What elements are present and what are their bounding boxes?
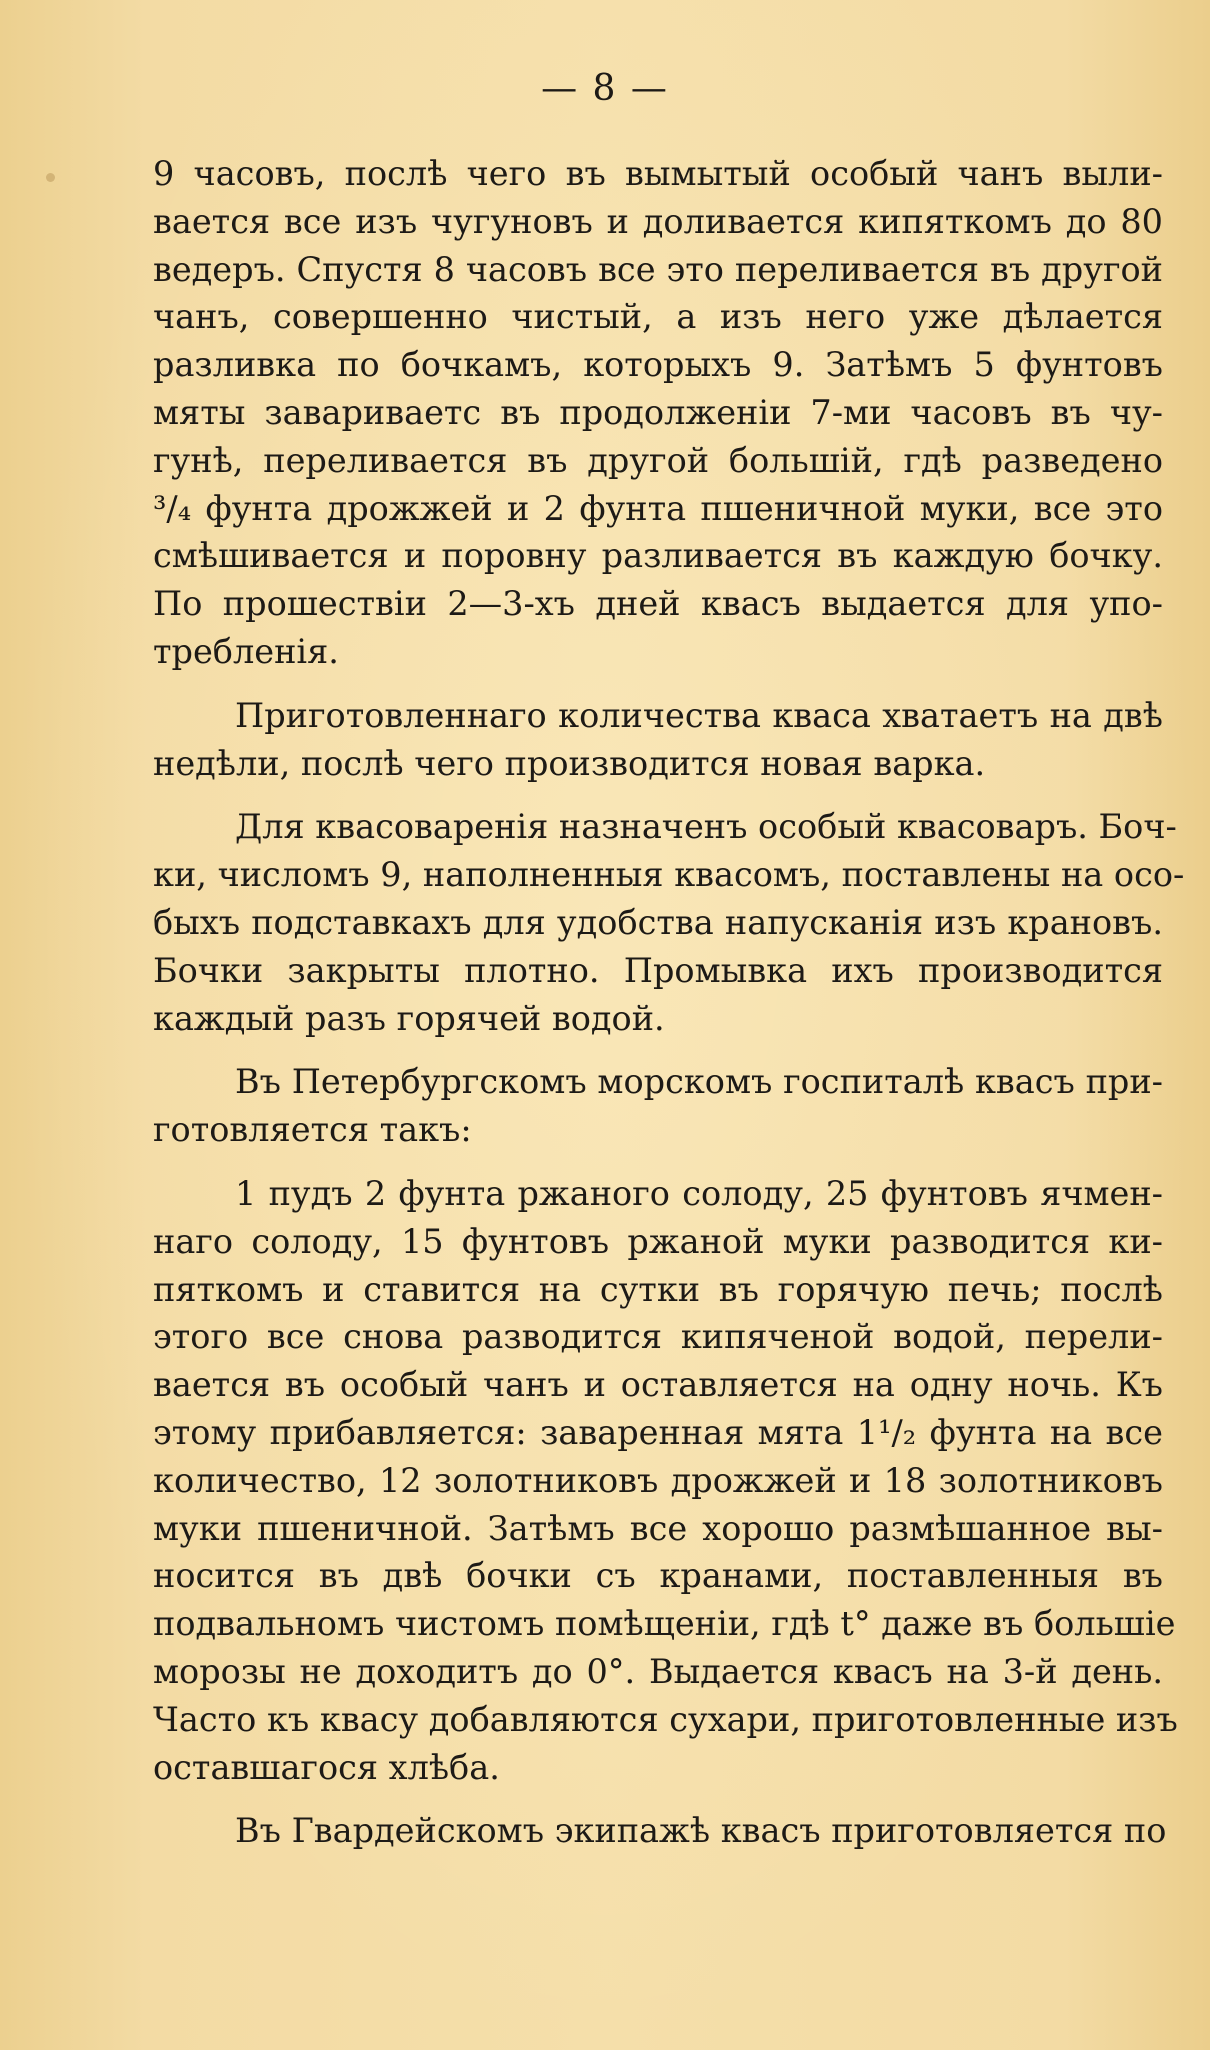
body-text	[153, 150, 1185, 1855]
text-line: быхъ подставкахъ для удобства напусканія изъ крановъ.	[153, 902, 1163, 942]
text-line: чанъ, совершенно чистый, а изъ него уже дѣлается	[153, 297, 1163, 337]
paragraph-gap	[153, 1042, 1163, 1058]
paragraph-gap	[153, 676, 1163, 692]
paragraph	[153, 803, 1185, 1042]
text-line: недѣли, послѣ чего производится новая варка.	[153, 743, 986, 783]
text-line: Въ Петербургскомъ морскомъ госпиталѣ квасъ при-	[235, 1062, 1163, 1102]
paragraph	[153, 1058, 1163, 1154]
text-line: Бочки закрыты плотно. Промывка ихъ производится	[153, 950, 1163, 990]
paragraph	[153, 150, 1163, 676]
text-line: подвальномъ чистомъ помѣщеніи, гдѣ t° даже въ большіе	[153, 1604, 1176, 1644]
text-line: По прошествіи 2—3-хъ дней квасъ выдается для упо-	[153, 584, 1163, 624]
text-line: наго солоду, 15 фунтовъ ржаной муки разводится ки-	[153, 1221, 1163, 1261]
text-line: мяты завариваетс въ продолженіи 7-ми часовъ въ чу-	[153, 392, 1163, 432]
text-line: этого все снова разводится кипяченой водой, перели-	[153, 1317, 1163, 1357]
text-line: Приготовленнаго количества кваса хватаетъ на двѣ	[235, 695, 1163, 735]
text-line: Часто къ квасу добавляются сухари, приготовленные изъ	[153, 1699, 1178, 1739]
text-line: вается въ особый чанъ и оставляется на одну ночь. Къ	[153, 1365, 1163, 1405]
text-line: этому прибавляется: заваренная мята 1¹/₂ фунта на все	[153, 1412, 1163, 1452]
text-line: разливка по бочкамъ, которыхъ 9. Затѣмъ 5 фунтовъ	[153, 345, 1163, 385]
page-number: — 8 —	[541, 68, 669, 109]
paragraph	[153, 1170, 1178, 1791]
text-line: требленія.	[153, 631, 339, 671]
text-line: 1 пудъ 2 фунта ржаного солоду, 25 фунтовъ ячмен-	[235, 1173, 1163, 1213]
text-line: носится въ двѣ бочки съ кранами, поставленныя въ	[153, 1556, 1163, 1596]
text-line: готовляется такъ:	[153, 1110, 472, 1150]
text-line: морозы не доходитъ до 0°. Выдается квасъ на 3-й день.	[153, 1651, 1163, 1691]
text-line: муки пшеничной. Затѣмъ все хорошо размѣшанное вы-	[153, 1508, 1163, 1548]
paragraph	[153, 1807, 1167, 1855]
text-line: ³/₄ фунта дрожжей и 2 фунта пшеничной муки, все это	[153, 488, 1163, 528]
text-line: 9 часовъ, послѣ чего въ вымытый особый чанъ выли-	[153, 154, 1163, 193]
text-line: оставшагося хлѣба.	[153, 1747, 500, 1787]
text-line: каждый разъ горячей водой.	[153, 998, 665, 1038]
paragraph-gap	[153, 1791, 1163, 1807]
text-line: ки, числомъ 9, наполненныя квасомъ, поставлены на осо-	[153, 855, 1185, 895]
paper-stain	[46, 173, 55, 182]
paragraph-gap	[153, 787, 1163, 803]
text-line: пяткомъ и ставится на сутки въ горячую печь; послѣ	[153, 1269, 1163, 1309]
text-line: смѣшивается и поровну разливается въ каждую бочку.	[153, 536, 1163, 576]
text-line: гунѣ, переливается въ другой большій, гдѣ разведено	[153, 440, 1163, 480]
text-line: количество, 12 золотниковъ дрожжей и 18 золотниковъ	[153, 1460, 1163, 1500]
text-line: ведеръ. Спустя 8 часовъ все это переливается въ другой	[153, 249, 1163, 289]
text-line: Въ Гвардейскомъ экипажѣ квасъ приготовляется по	[235, 1811, 1167, 1851]
text-line: вается все изъ чугуновъ и доливается кипяткомъ до 80	[153, 201, 1163, 241]
paragraph	[153, 692, 1163, 788]
text-line: Для квасоваренія назначенъ особый квасоваръ. Боч-	[235, 807, 1177, 847]
paragraph-gap	[153, 1154, 1163, 1170]
